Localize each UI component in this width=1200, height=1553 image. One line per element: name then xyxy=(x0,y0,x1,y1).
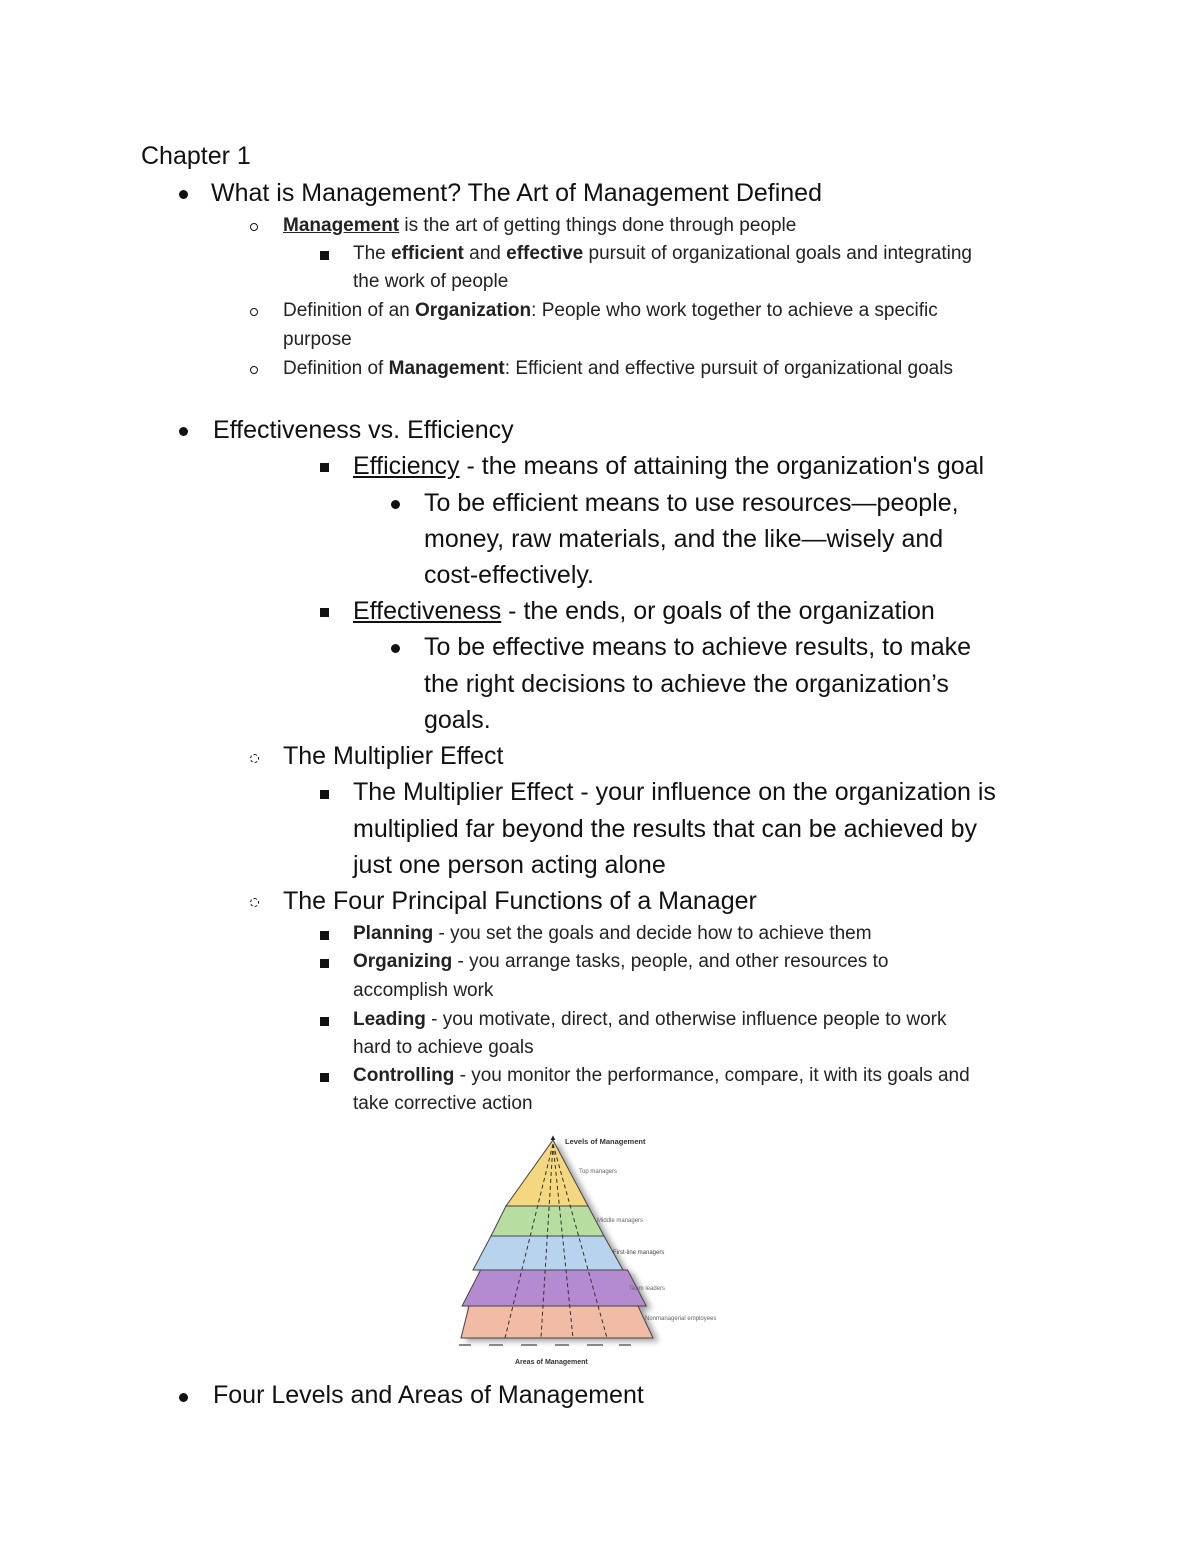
effectiveness-desc-3: goals. xyxy=(424,706,491,734)
effectiveness-text: - the ends, or goals of the organization xyxy=(501,597,935,625)
pyramid-team-tier xyxy=(462,1270,646,1306)
efficient-effective-text: pursuit of organizational goals and integrating xyxy=(583,243,972,264)
organization-definition-line xyxy=(283,300,938,322)
section-heading-levels: Four Levels and Areas of Management xyxy=(213,1381,644,1409)
efficiency-term: Efficiency xyxy=(353,452,460,480)
multiplier-desc-3: just one person acting alone xyxy=(353,851,666,879)
effectiveness-line xyxy=(353,597,935,626)
bullet-circle xyxy=(250,308,258,316)
efficient-conjunction: and xyxy=(463,243,507,264)
function-text: - you set the goals and decide how to achieve them xyxy=(433,923,872,944)
pyramid-first-line-tier xyxy=(473,1236,623,1270)
efficiency-text: - the means of attaining the organization's goal xyxy=(459,452,985,480)
function-planning xyxy=(353,923,872,945)
figure-title: Levels of Management xyxy=(565,1137,646,1146)
function-term: Organizing xyxy=(353,951,453,972)
function-organizing-line-2: accomplish work xyxy=(353,980,494,1001)
effectiveness-term: Effectiveness xyxy=(353,597,502,625)
pyramid-base-tier xyxy=(461,1306,653,1338)
bullet-square xyxy=(320,463,329,472)
section-heading-effectiveness: Effectiveness vs. Efficiency xyxy=(213,416,514,444)
chapter-title: Chapter 1 xyxy=(141,142,251,170)
organization-prefix: Definition of an xyxy=(283,300,416,321)
management-definition-text: is the art of getting things done through people xyxy=(399,215,797,236)
management-def-text: : Efficient and effective pursuit of organizational goals xyxy=(504,358,953,379)
bullet-square xyxy=(320,1073,329,1082)
bullet-square xyxy=(320,1017,329,1026)
bullet-square xyxy=(320,931,329,940)
effective-term: effective xyxy=(506,243,584,264)
function-controlling xyxy=(353,1065,970,1087)
area-labels xyxy=(459,1344,631,1346)
level-label-first-line: First-line managers xyxy=(613,1250,665,1256)
effectiveness-desc-2: the right decisions to achieve the organization’s xyxy=(424,670,949,698)
management-term: Management xyxy=(283,215,400,236)
level-label-middle: Middle managers xyxy=(597,1218,644,1224)
management-definition-line-2 xyxy=(283,358,953,380)
efficiency-desc-1: To be efficient means to use resources—people, xyxy=(424,489,959,517)
pyramid-apex-mark: ▲ xyxy=(549,1133,557,1142)
efficiency-desc-2: money, raw materials, and the like—wisely and xyxy=(424,525,944,553)
bullet-disc xyxy=(179,190,188,199)
function-organizing xyxy=(353,951,888,973)
level-label-team: Team leaders xyxy=(629,1286,666,1292)
figure-footer: Areas of Management xyxy=(515,1359,588,1366)
pyramid-top-tier xyxy=(506,1140,588,1206)
bullet-dashed-circle xyxy=(250,898,259,907)
bullet-square xyxy=(320,790,329,799)
efficient-effective-line-2: the work of people xyxy=(353,271,509,292)
bullet-circle xyxy=(250,223,258,231)
bullet-disc xyxy=(391,644,400,653)
level-label-top: Top managers xyxy=(579,1169,618,1175)
bullet-square xyxy=(320,608,329,617)
efficiency-desc-3: cost-effectively. xyxy=(424,561,594,589)
bullet-dashed-circle xyxy=(250,754,259,763)
section-heading-management: What is Management? The Art of Management Defined xyxy=(211,179,822,207)
function-term: Leading xyxy=(353,1009,426,1030)
function-leading-line-2: hard to achieve goals xyxy=(353,1037,534,1058)
efficiency-line xyxy=(353,452,984,481)
function-term: Controlling xyxy=(353,1065,455,1086)
function-text: - you motivate, direct, and otherwise influence people to work xyxy=(425,1009,947,1030)
function-text: - you arrange tasks, people, and other resources to xyxy=(452,951,889,972)
bullet-circle xyxy=(250,366,258,374)
multiplier-heading: The Multiplier Effect xyxy=(283,742,504,770)
levels-of-management-figure xyxy=(455,1132,717,1368)
multiplier-desc-1: The Multiplier Effect - your influence on the organization is xyxy=(353,778,996,806)
bullet-disc xyxy=(391,500,400,509)
function-leading xyxy=(353,1009,947,1031)
management-def-prefix: Definition of xyxy=(283,358,389,379)
organization-term: Organization xyxy=(415,300,532,321)
efficient-term: efficient xyxy=(391,243,464,264)
efficient-effective-line xyxy=(353,243,972,265)
management-def-term: Management xyxy=(388,358,505,379)
bullet-disc xyxy=(179,427,188,436)
bullet-disc xyxy=(179,1393,188,1402)
effectiveness-desc-1: To be effective means to achieve results, to make xyxy=(424,633,972,661)
multiplier-desc-2: multiplied far beyond the results that can be achieved by xyxy=(353,815,977,843)
functions-heading: The Four Principal Functions of a Manager xyxy=(283,887,757,915)
organization-definition-line-2: purpose xyxy=(283,329,352,350)
management-definition-line xyxy=(283,215,796,237)
pyramid-diagram xyxy=(455,1132,717,1368)
efficient-prefix: The xyxy=(353,243,392,264)
function-term: Planning xyxy=(353,923,434,944)
level-label-nonmanagerial: Nonmanagerial employees xyxy=(645,1316,717,1322)
function-controlling-line-2: take corrective action xyxy=(353,1093,533,1114)
function-text: - you monitor the performance, compare, it with its goals and xyxy=(454,1065,970,1086)
bullet-square xyxy=(320,251,329,260)
bullet-square xyxy=(320,959,329,968)
organization-definition-text: : People who work together to achieve a specific xyxy=(531,300,938,321)
